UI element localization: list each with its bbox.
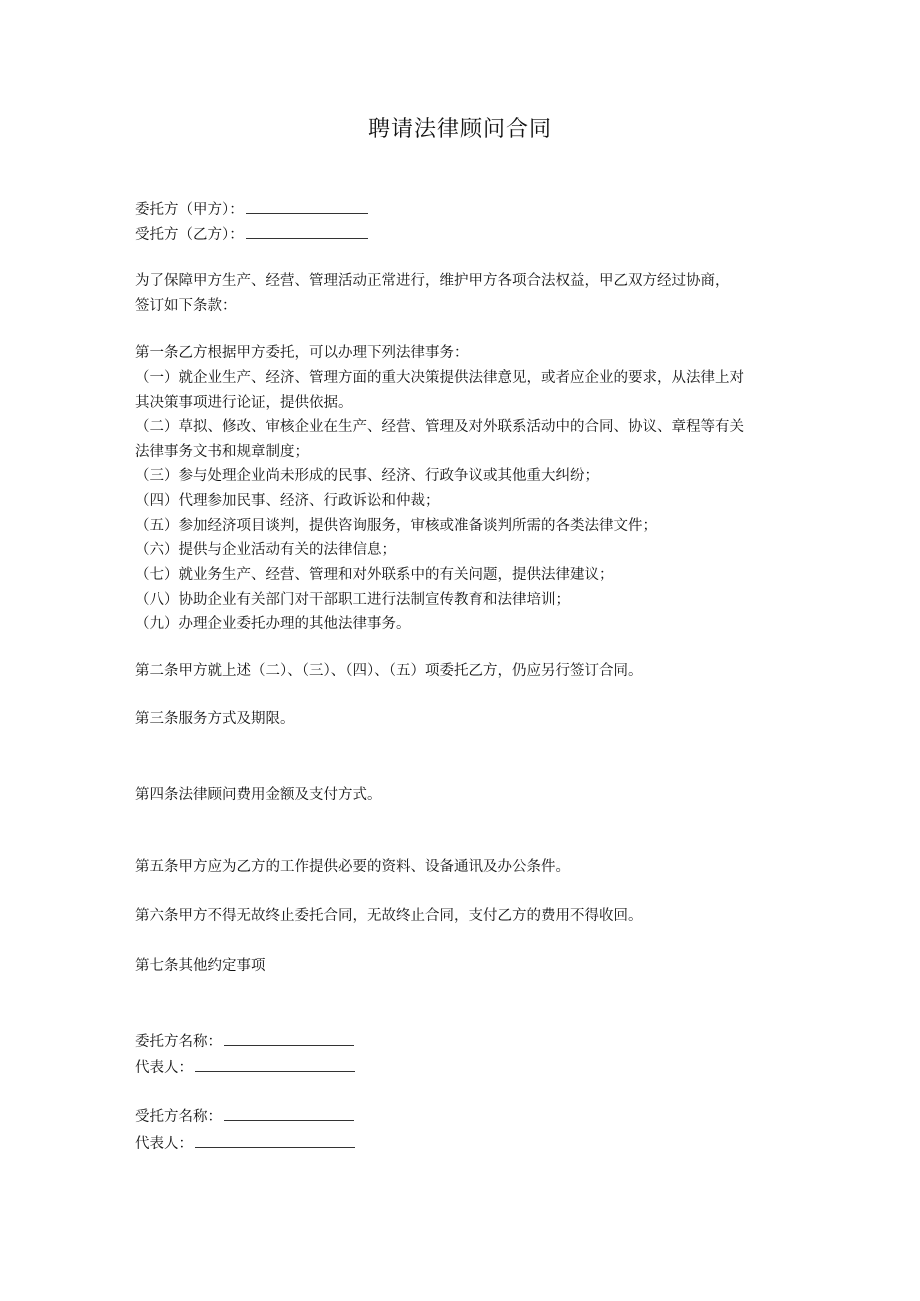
article-1-item: （一）就企业生产、经济、管理方面的重大决策提供法律意见，或者应企业的要求，从法律上对	[135, 370, 744, 386]
article-4: 第四条法律顾问费用金额及支付方式。	[135, 787, 382, 803]
article-1-item: （四）代理参加民事、经济、行政诉讼和仲裁；	[135, 493, 440, 509]
article-6: 第六条甲方不得无故终止委托合同，无故终止合同，支付乙方的费用不得收回。	[135, 908, 643, 924]
agent-name-blank	[224, 1106, 354, 1121]
client-name-blank	[224, 1031, 354, 1046]
client-party-line	[135, 199, 368, 220]
agent-rep-blank	[195, 1133, 355, 1148]
agent-rep-line	[135, 1133, 355, 1154]
agent-party-blank	[246, 224, 368, 239]
article-7: 第七条其他约定事项	[135, 958, 266, 974]
client-party-blank	[246, 199, 368, 214]
article-1-item: 其决策事项进行论证，提供依据。	[135, 395, 353, 411]
agent-rep-label: 代表人：	[135, 1136, 193, 1152]
preamble-line-1: 为了保障甲方生产、经营、管理活动正常进行，维护甲方各项合法权益，甲乙双方经过协商，	[135, 273, 730, 289]
article-1-heading: 第一条乙方根据甲方委托，可以办理下列法律事务：	[135, 345, 469, 361]
article-1-item: （二）草拟、修改、审核企业在生产、经营、管理及对外联系活动中的合同、协议、章程等有关	[135, 419, 744, 435]
article-1-item: （五）参加经济项目谈判，提供咨询服务，审核或准备谈判所需的各类法律文件；	[135, 518, 657, 534]
article-2: 第二条甲方就上述（二）、（三）、（四）、（五）项委托乙方，仍应另行签订合同。	[135, 663, 643, 679]
agent-name-line	[135, 1106, 354, 1127]
client-name-line	[135, 1031, 354, 1052]
article-3: 第三条服务方式及期限。	[135, 711, 295, 727]
article-1-item: （七）就业务生产、经营、管理和对外联系中的有关问题，提供法律建议；	[135, 567, 614, 583]
client-rep-line	[135, 1057, 355, 1078]
article-1-item: （六）提供与企业活动有关的法律信息；	[135, 542, 396, 558]
agent-party-label: 受托方（乙方）：	[135, 227, 244, 243]
document-title: 聘请法律顾问合同	[367, 117, 552, 142]
article-1-item: （三）参与处理企业尚未形成的民事、经济、行政争议或其他重大纠纷；	[135, 468, 599, 484]
agent-party-line	[135, 224, 368, 245]
agent-name-label: 受托方名称：	[135, 1109, 222, 1125]
article-1-item: （九）办理企业委托办理的其他法律事务。	[135, 616, 411, 632]
article-1-item: 法律事务文书和规章制度；	[135, 444, 309, 460]
article-5: 第五条甲方应为乙方的工作提供必要的资料、设备通讯及办公条件。	[135, 859, 570, 875]
client-name-label: 委托方名称：	[135, 1034, 222, 1050]
client-rep-blank	[195, 1057, 355, 1072]
article-1-item: （八）协助企业有关部门对干部职工进行法制宣传教育和法律培训；	[135, 592, 570, 608]
client-party-label: 委托方（甲方）：	[135, 202, 244, 218]
client-rep-label: 代表人：	[135, 1060, 193, 1076]
preamble-line-2: 签订如下条款：	[135, 298, 237, 314]
